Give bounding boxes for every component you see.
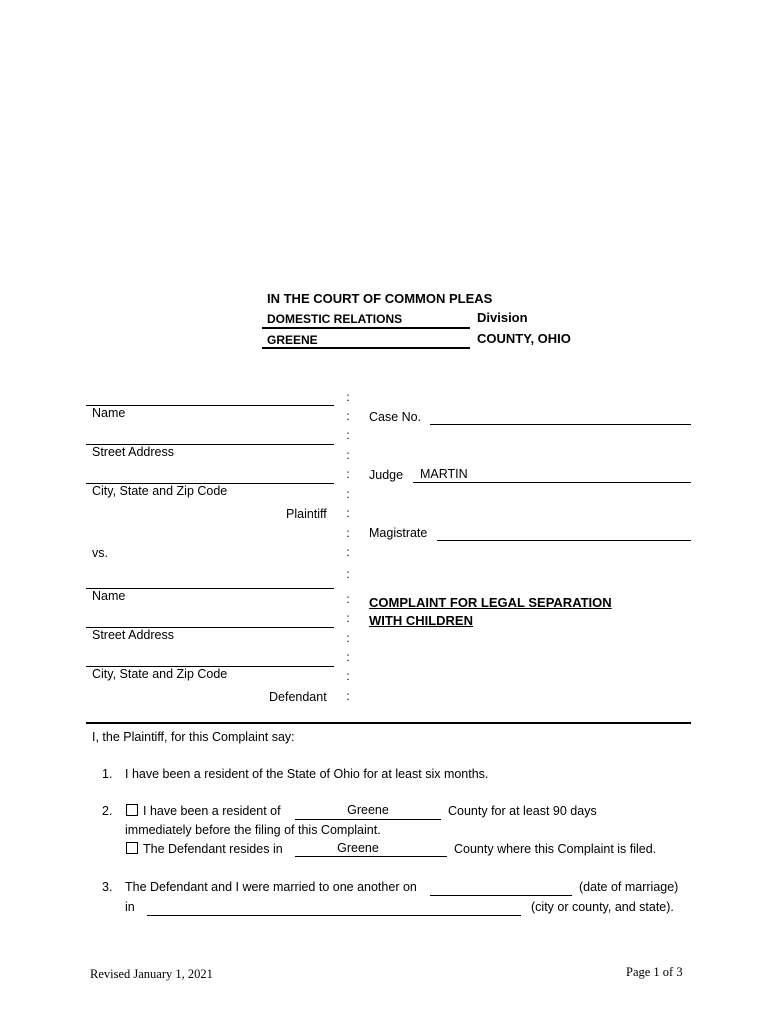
item3-place-suffix: (city or county, and state). [531,900,674,914]
resident-checkbox[interactable] [126,804,138,816]
vs-label: vs. [92,546,108,560]
marriage-date-field[interactable] [430,879,572,896]
colon: : [346,487,350,501]
resident-county-field[interactable]: Greene [295,803,441,820]
judge-field[interactable]: MARTIN [413,467,691,483]
magistrate-field[interactable] [437,524,691,541]
judge-label: Judge [369,468,404,482]
plaintiff-street-label: Street Address [92,445,174,459]
item2-option-a-prefix: I have been a resident of [143,804,281,818]
item2-number: 2. [102,804,113,818]
county-value[interactable]: GREENE [267,333,318,347]
colon: : [346,689,350,703]
item3-prefix: The Defendant and I were married to one another on [125,880,417,894]
marriage-place-field[interactable] [147,899,521,916]
colon: : [346,631,350,645]
revised-date: Revised January 1, 2021 [90,967,213,981]
item2-option-b-suffix: County where this Complaint is filed. [454,842,657,856]
colon: : [346,650,350,664]
defendant-city-label: City, State and Zip Code [92,667,228,681]
colon: : [346,669,350,683]
defendant-role-label: Defendant [269,690,327,704]
defendant-name-label: Name [92,589,126,603]
colon: : [346,526,350,540]
complaint-title-line2: WITH CHILDREN [369,613,473,628]
plaintiff-name-label: Name [92,406,126,420]
item1-number: 1. [102,767,113,781]
defendant-street-label: Street Address [92,628,174,642]
page-number: Page 1 of 3 [626,965,683,979]
section-divider [86,722,691,724]
complaint-title-line1: COMPLAINT FOR LEGAL SEPARATION [369,595,612,610]
colon: : [346,567,350,581]
colon: : [346,545,350,559]
county-underline [262,347,470,349]
colon: : [346,467,350,481]
item3-number: 3. [102,880,113,894]
plaintiff-city-label: City, State and Zip Code [92,484,228,498]
colon: : [346,506,350,520]
division-value[interactable]: DOMESTIC RELATIONS [267,312,403,326]
colon: : [346,611,350,625]
division-label: Division [477,310,528,325]
case-no-field[interactable] [430,408,691,425]
item2-option-b-prefix: The Defendant resides in [143,842,283,856]
item3-date-suffix: (date of marriage) [579,880,679,894]
plaintiff-role-label: Plaintiff [286,507,327,521]
item1-text: I have been a resident of the State of Ohio for at least six months. [125,767,489,781]
item2-option-a-suffix: County for at least 90 days [448,804,597,818]
county-label: COUNTY, OHIO [477,331,571,346]
division-underline [262,327,470,329]
magistrate-label: Magistrate [369,526,428,540]
defendant-resides-checkbox[interactable] [126,842,138,854]
colon: : [346,448,350,462]
colon: : [346,409,350,423]
colon: : [346,592,350,606]
colon: : [346,428,350,442]
item2-option-a-continuation: immediately before the filing of this Complaint. [125,823,381,837]
case-no-label: Case No. [369,410,422,424]
item3-in-label: in [125,900,135,914]
intro-text: I, the Plaintiff, for this Complaint say: [92,730,295,744]
court-title: IN THE COURT OF COMMON PLEAS [267,291,493,306]
defendant-county-field[interactable]: Greene [295,841,447,857]
colon: : [346,390,350,404]
